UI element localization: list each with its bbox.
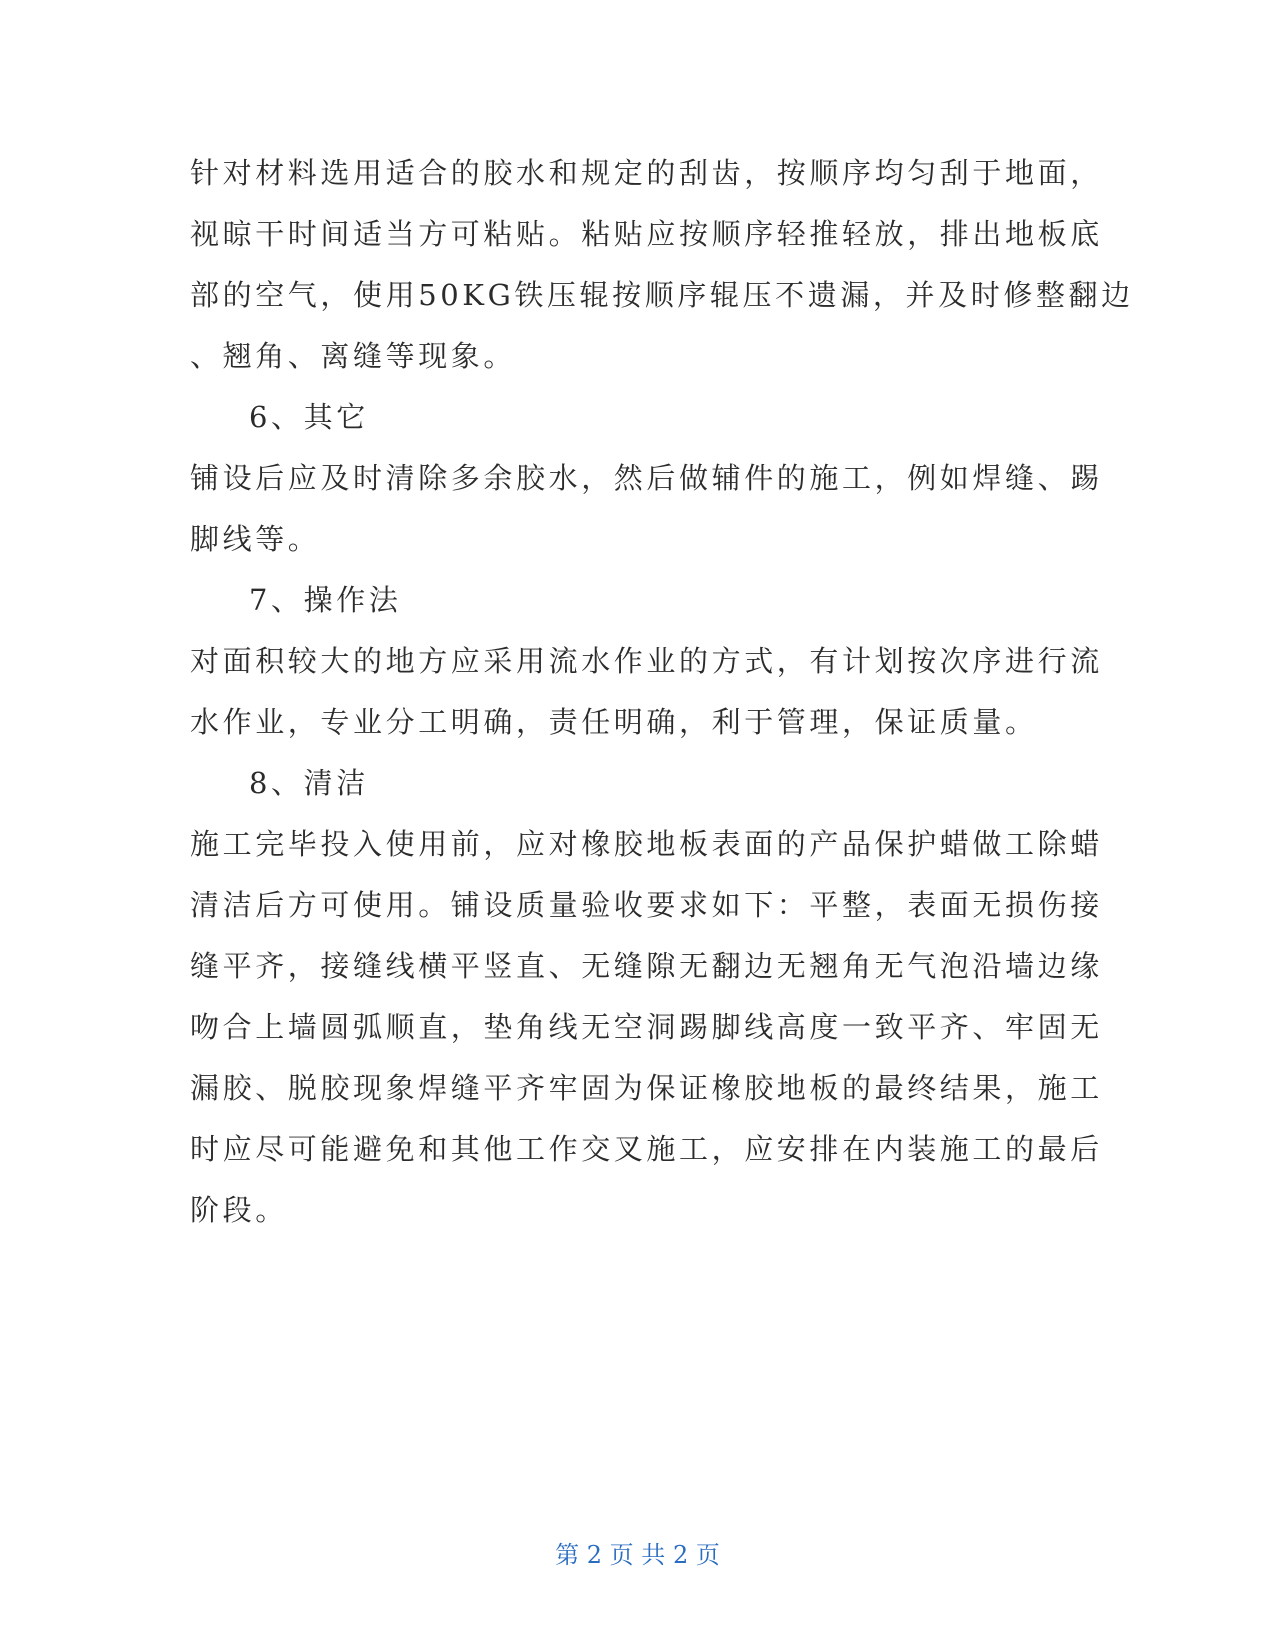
section-heading-8: 8、清洁 xyxy=(249,766,369,800)
paragraph-line: 清洁后方可使用。铺设质量验收要求如下：平整，表面无损伤接 xyxy=(190,888,1103,922)
paragraph-line: 视晾干时间适当方可粘贴。粘贴应按顺序轻推轻放，排出地板底 xyxy=(190,217,1103,251)
paragraph-line: 铺设后应及时清除多余胶水，然后做辅件的施工，例如焊缝、踢 xyxy=(190,461,1103,495)
paragraph-line: 阶段。 xyxy=(190,1193,288,1227)
section-heading-7: 7、操作法 xyxy=(249,583,402,617)
paragraph-other xyxy=(190,448,1103,570)
paragraph-line: 施工完毕投入使用前，应对橡胶地板表面的产品保护蜡做工除蜡 xyxy=(190,827,1103,861)
paragraph-line: 水作业，专业分工明确，责任明确，利于管理，保证质量。 xyxy=(190,705,1038,739)
page-number-footer: 第 2 页 共 2 页 xyxy=(555,1541,720,1569)
paragraph-line: 吻合上墙圆弧顺直，垫角线无空洞踢脚线高度一致平齐、牢固无 xyxy=(190,1010,1103,1044)
section-heading-6: 6、其它 xyxy=(249,400,369,434)
paragraph-line: 漏胶、脱胶现象焊缝平齐牢固为保证橡胶地板的最终结果，施工 xyxy=(190,1071,1103,1105)
paragraph-line: 时应尽可能避免和其他工作交叉施工，应安排在内装施工的最后 xyxy=(190,1132,1103,1166)
paragraph-adhesive-application xyxy=(190,143,1134,387)
paragraph-line: 部的空气，使用50KG铁压辊按顺序辊压不遗漏，并及时修整翻边 xyxy=(190,278,1134,312)
paragraph-operation xyxy=(190,631,1103,753)
paragraph-line: 脚线等。 xyxy=(190,522,321,556)
document-body xyxy=(190,143,1134,1241)
paragraph-line: 缝平齐，接缝线横平竖直、无缝隙无翻边无翘角无气泡沿墙边缘 xyxy=(190,949,1103,983)
paragraph-cleaning xyxy=(190,814,1103,1241)
paragraph-line: 对面积较大的地方应采用流水作业的方式，有计划按次序进行流 xyxy=(190,644,1103,678)
paragraph-line: 针对材料选用适合的胶水和规定的刮齿，按顺序均匀刮于地面， xyxy=(190,156,1103,190)
paragraph-line: 、翘角、离缝等现象。 xyxy=(190,339,517,373)
